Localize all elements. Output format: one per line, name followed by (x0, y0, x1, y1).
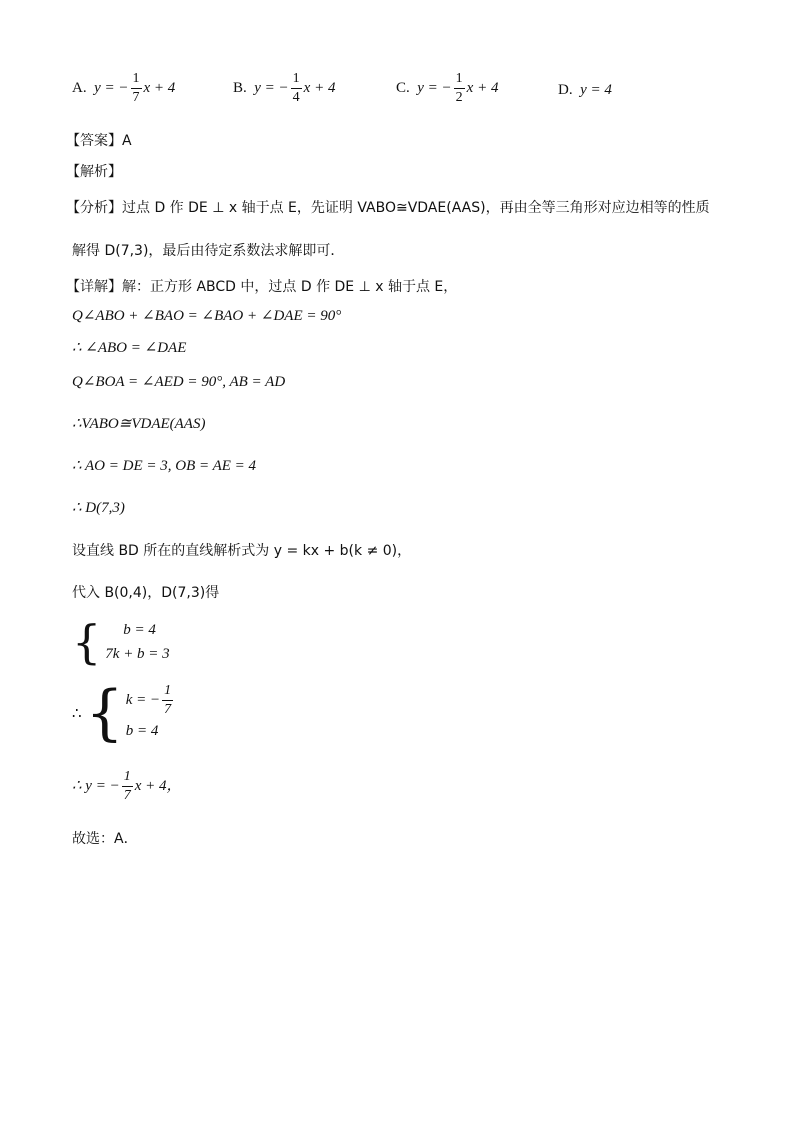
step-4: ∴VABO≅VDAE(AAS) (72, 416, 206, 432)
fraction (131, 72, 142, 105)
fraction-denominator: 4 (292, 90, 300, 105)
fraction-denominator: 7 (164, 702, 172, 718)
step-8: 代入 B(0,4)，D(7,3)得 (72, 585, 220, 601)
fenxi-line-2: 解得 D(7,3)，最后由待定系数法求解即可． (72, 243, 345, 259)
fraction-denominator: 7 (132, 90, 140, 105)
option-letter: A. (72, 79, 87, 96)
fraction-numerator: 1 (123, 769, 131, 784)
system-2-line-1-lhs: k = − (125, 692, 161, 708)
fraction (122, 770, 133, 803)
fraction (291, 72, 302, 105)
step-6: ∴ D(7,3) (72, 500, 125, 516)
option-rhs: x + 4 (303, 79, 336, 96)
equation-system-1 (72, 615, 170, 669)
option-a (72, 72, 175, 105)
system-2-line-1 (126, 682, 175, 718)
option-d (558, 82, 612, 99)
answer-line (66, 130, 132, 150)
fraction (454, 72, 465, 105)
step-3: Q∠BOA = ∠AED = 90°, AB = AD (72, 374, 286, 390)
fraction-numerator: 1 (132, 71, 140, 86)
answer-label: 【答案】 (66, 133, 122, 149)
step-5: ∴ AO = DE = 3, OB = AE = 4 (72, 458, 257, 474)
option-b (233, 72, 335, 105)
conclusion: 故选：A． (72, 831, 138, 847)
analysis-heading: 【解析】 (66, 164, 122, 180)
option-c (396, 72, 498, 105)
option-letter: C. (396, 79, 410, 96)
xiangjie-intro (66, 276, 457, 296)
fenxi-label: 【分析】 (66, 200, 122, 216)
step-7: 设直线 BD 所在的直线解析式为 y = kx + b(k ≠ 0)， (72, 543, 412, 559)
option-expr: y = 4 (580, 82, 612, 98)
fraction-numerator: 1 (292, 71, 300, 86)
answer-value: A (122, 133, 132, 149)
step-1: Q∠ABO + ∠BAO = ∠BAO + ∠DAE = 90° (72, 308, 342, 324)
option-rhs: x + 4 (466, 79, 499, 96)
xiangjie-intro-text: 解：正方形 ABCD 中，过点 D 作 DE ⊥ x 轴于点 E， (122, 279, 458, 295)
system-1-line-1: b = 4 (123, 622, 156, 638)
system-1-line-2: 7k + b = 3 (105, 646, 170, 662)
option-lhs: y = − (94, 79, 129, 96)
left-brace-icon: { (72, 615, 102, 669)
fenxi-line-1 (66, 197, 710, 217)
option-letter: D. (558, 82, 573, 98)
fraction-denominator: 2 (455, 90, 463, 105)
xiangjie-label: 【详解】 (66, 279, 122, 295)
therefore-symbol: ∴ (72, 705, 82, 722)
final-equation (72, 770, 181, 803)
fraction-numerator: 1 (164, 683, 172, 699)
fraction-numerator: 1 (455, 71, 463, 86)
system-lines (126, 682, 175, 744)
option-lhs: y = − (254, 79, 289, 96)
step-2: ∴ ∠ABO = ∠DAE (72, 340, 187, 356)
option-rhs: x + 4 (143, 79, 176, 96)
final-rhs: x + 4， (134, 777, 182, 794)
option-lhs: y = − (417, 79, 452, 96)
fraction-denominator: 7 (123, 788, 131, 803)
final-lhs: ∴ y = − (72, 777, 120, 794)
system-lines (105, 618, 169, 666)
fenxi-text-1: 过点 D 作 DE ⊥ x 轴于点 E，先证明 VABO≅VDAE(AAS)，再由全等三角形对应边相等的性质 (122, 200, 710, 216)
equation-system-2 (72, 678, 175, 748)
system-2-line-2: b = 4 (125, 723, 159, 739)
option-letter: B. (233, 79, 247, 96)
left-brace-icon: { (85, 678, 124, 748)
fraction (162, 684, 173, 717)
